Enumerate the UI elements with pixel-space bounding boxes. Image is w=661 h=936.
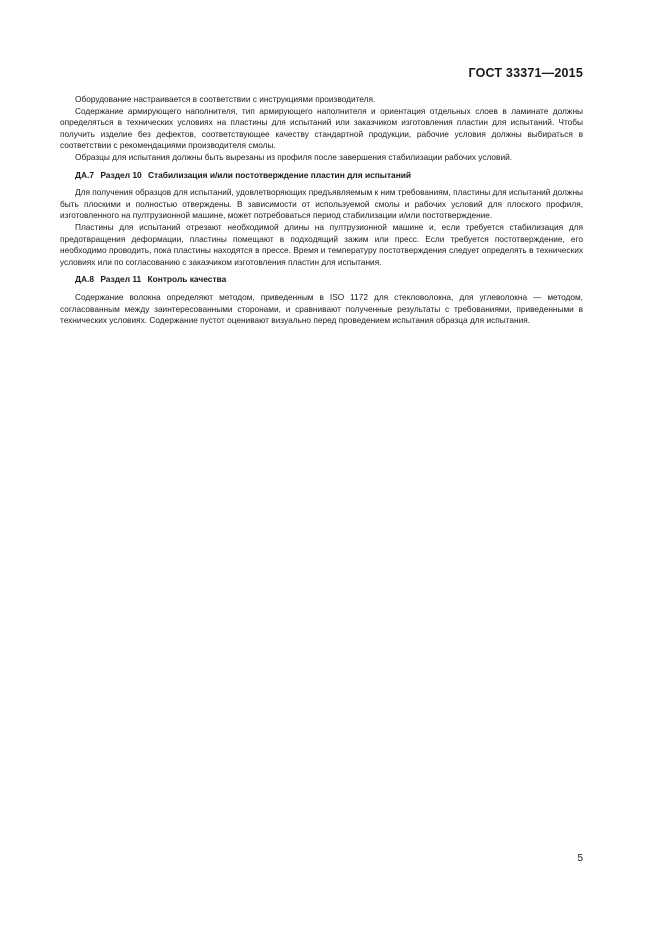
page-number: 5: [577, 853, 583, 864]
section-title: Контроль качества: [147, 274, 227, 285]
document-number: ГОСТ 33371—2015: [468, 66, 583, 80]
section-number: ДА.8: [75, 274, 94, 285]
section-label: Раздел 11: [100, 274, 142, 285]
paragraph: Для получения образцов для испытаний, удовлетворяющих предъявляемым к ним требованиям, пластины для испытаний должны быть плоскими и полностью отверждены. В зависимости от используемой смолы и рабочих условий для плоского профиля, изготовленного на пултрузионной машине, может потребоваться период стабилизации и/или постотверждение.: [60, 187, 583, 221]
section-heading-da8: [75, 274, 583, 286]
section-label: Раздел 10: [100, 169, 142, 180]
paragraph: Содержание армирующего наполнителя, тип армирующего наполнителя и ориентация отдельных слоев в ламинате должны определяться в технических условиях на пластины для испытаний или заказчиком изготовления пластин для испытаний. Чтобы получить изделие без дефектов, соответствующее качеству стандартной продукции, рабочие условия должны выбираться в соответствии с рекомендациями производителя смолы.: [60, 105, 583, 151]
paragraph: Оборудование настраивается в соответствии с инструкциями производителя.: [75, 94, 376, 104]
page-content: [60, 94, 583, 327]
paragraph: Образцы для испытания должны быть вырезаны из профиля после завершения стабилизации рабочих условий.: [75, 151, 513, 162]
section-title: Стабилизация и/или постотверждение пластин для испытаний: [148, 169, 412, 180]
paragraph: Пластины для испытаний отрезают необходимой длины на пултрузионной машине и, если требуется стабилизация для предотвращения деформации, пластины помещают в подходящий зажим или пресс. Если требуется постотверждение, его необходимо проводить, пока пластины находятся в прессе. Время и температуру постотверждения следует определять в технических условиях или по согласованию с заказчиком изготовления пластин для испытания.: [60, 221, 583, 267]
section-heading-da7: [75, 170, 583, 182]
section-number: ДА.7: [75, 169, 94, 180]
paragraph: Содержание волокна определяют методом, приведенным в ISO 1172 для стекловолокна, для углеволокна — методом, согласованным между заинтересованными сторонами, и сравнивают полученные результаты с требованиями, приведенными в технических условиях. Содержание пустот оценивают визуально перед проведением испытания образца для испытания.: [60, 291, 583, 326]
